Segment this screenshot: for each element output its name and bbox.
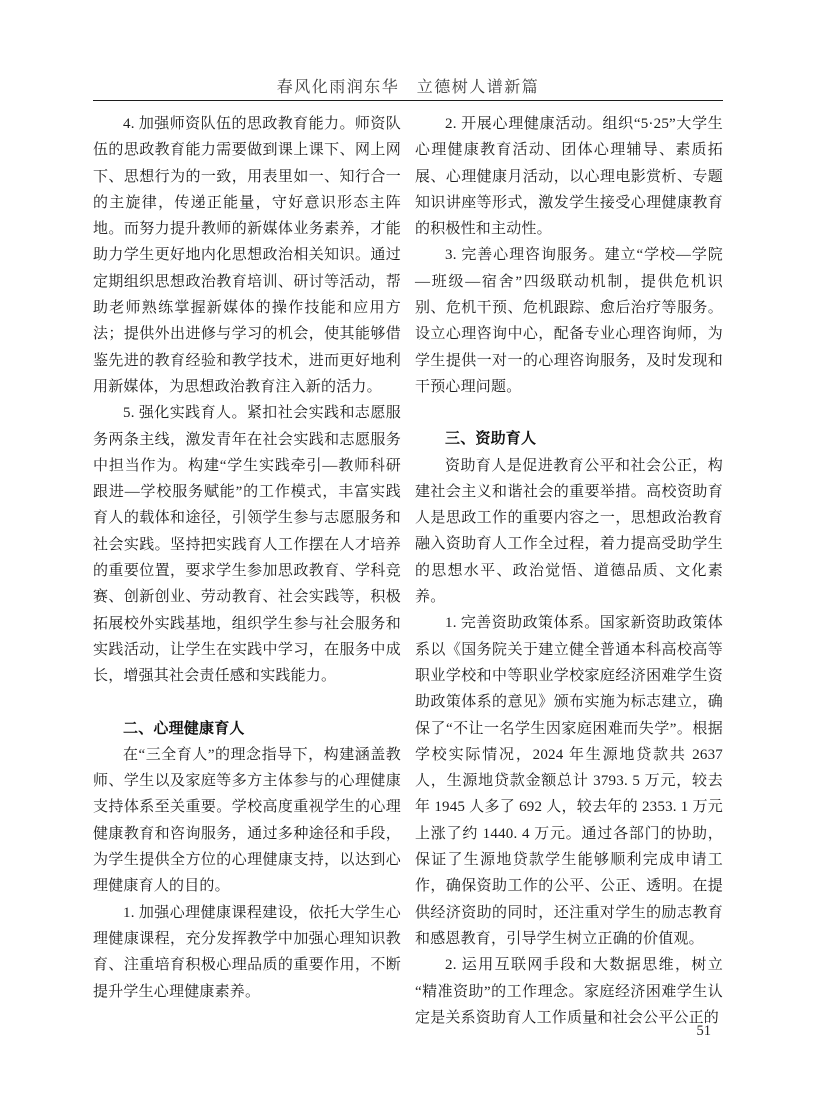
- paragraph-item-2-mental-health-activities: 2. 开展心理健康活动。组织“5·25”大学生心理健康教育活动、团体心理辅导、素质拓展、心理健康月活动，以心理电影赏析、专题知识讲座等形式，激发学生接受心理健康教育的积极性和主动性。: [415, 116, 723, 238]
- left-column: [93, 111, 401, 1031]
- two-column-body: [93, 111, 723, 1031]
- header-rule: [93, 100, 723, 101]
- paragraph-item-5-practice-education: 5. 强化实践育人。紧扣社会实践和志愿服务两条主线，激发青年在社会实践和志愿服务中担当作为。构建“学生实践牵引—教师科研跟进—学校服务赋能”的工作模式，丰富实践育人的载体和途径，引领学生参与志愿服务和社会实践。坚持把实践育人工作摆在人才培养的重要位置，要求学生参加思政教育、学科竞赛、创新创业、劳动教育、社会实践等，积极拓展校外实践基地，组织学生参与社会服务和实践活动，让学生在实践中学习，在服务中成长，增强其社会责任感和实践能力。: [93, 405, 401, 685]
- paragraph-mental-health-intro: 在“三全育人”的理念指导下，构建涵盖教师、学生以及家庭等多方主体参与的心理健康支持体系至关重要。学校高度重视学生的心理健康教育和咨询服务，通过多种途径和手段，为学生提供全方位的心理健康支持，以达到心理健康育人的目的。: [93, 746, 401, 895]
- right-column: [415, 111, 723, 1031]
- paragraph-financial-aid-intro: 资助育人是促进教育公平和社会公正，构建社会主义和谐社会的重要举措。高校资助育人是思政工作的重要内容之一，思想政治教育融入资助育人工作全过程，着力提高受助学生的思想水平、政治觉悟、道德品质、文化素养。: [415, 457, 723, 606]
- paragraph-item-1-aid-policy-system: 1. 完善资助政策体系。国家新资助政策体系以《国务院关于建立健全普通本科高校高等职业学校和中等职业学校家庭经济困难学生资助政策体系的意见》颁布实施为标志建立，确保了“不让一名学生因家庭困难而失学”。根据学校实际情况，2024 年生源地贷款共 2637 人，生源地贷款金额总计 3793. 5 万元，较去年 1945 人多了 692 人，较去年的 2353. 1 万元上涨了约 1440. 4 万元。通过各部门的协助，保证了生源地贷款学生能够顺利完成申请工作，确保资助工作的公平、公正、透明。在提供经济资助的同时，还注重对学生的励志教育和感恩教育，引导学生树立正确的价值观。: [415, 615, 723, 947]
- page-number: 51: [696, 1023, 711, 1039]
- paragraph-item-4-teacher-ability: 4. 加强师资队伍的思政教育能力。师资队伍的思政教育能力需要做到课上课下、网上网下、思想行为的一致，用表里如一、知行合一的主旋律，传递正能量，守好意识形态主阵地。而努力提升教师的新媒体业务素养，才能助力学生更好地内化思想政治相关知识。通过定期组织思想政治教育培训、研讨等活动，帮助老师熟练掌握新媒体的操作技能和应用方法；提供外出进修与学习的机会，使其能够借鉴先进的教育经验和教学技术，进而更好地利用新媒体，为思想政治教育注入新的活力。: [93, 116, 401, 395]
- paragraph-item-1-mental-health-course: 1. 加强心理健康课程建设，依托大学生心理健康课程，充分发挥教学中加强心理知识教育、注重培育积极心理品质的重要作用，不断提升学生心理健康素养。: [93, 904, 401, 1000]
- paragraph-item-3-counseling-service: 3. 完善心理咨询服务。建立“学校—学院—班级—宿舍”四级联动机制，提供危机识别、危机干预、危机跟踪、愈后治疗等服务。设立心理咨询中心，配备专业心理咨询师，为学生提供一对一的心理咨询服务，及时发现和干预心理问题。: [415, 247, 723, 395]
- running-header: 春风化雨润东华 立德树人谱新篇: [276, 79, 540, 96]
- section-heading-mental-health: 二、心理健康育人: [123, 719, 245, 737]
- section-heading-financial-aid: 三、资助育人: [445, 430, 537, 448]
- paragraph-item-2-precise-aid: 2. 运用互联网手段和大数据思维，树立“精准资助”的工作理念。家庭经济困难学生认定是关系资助育人工作质量和社会公平公正的: [415, 957, 723, 1026]
